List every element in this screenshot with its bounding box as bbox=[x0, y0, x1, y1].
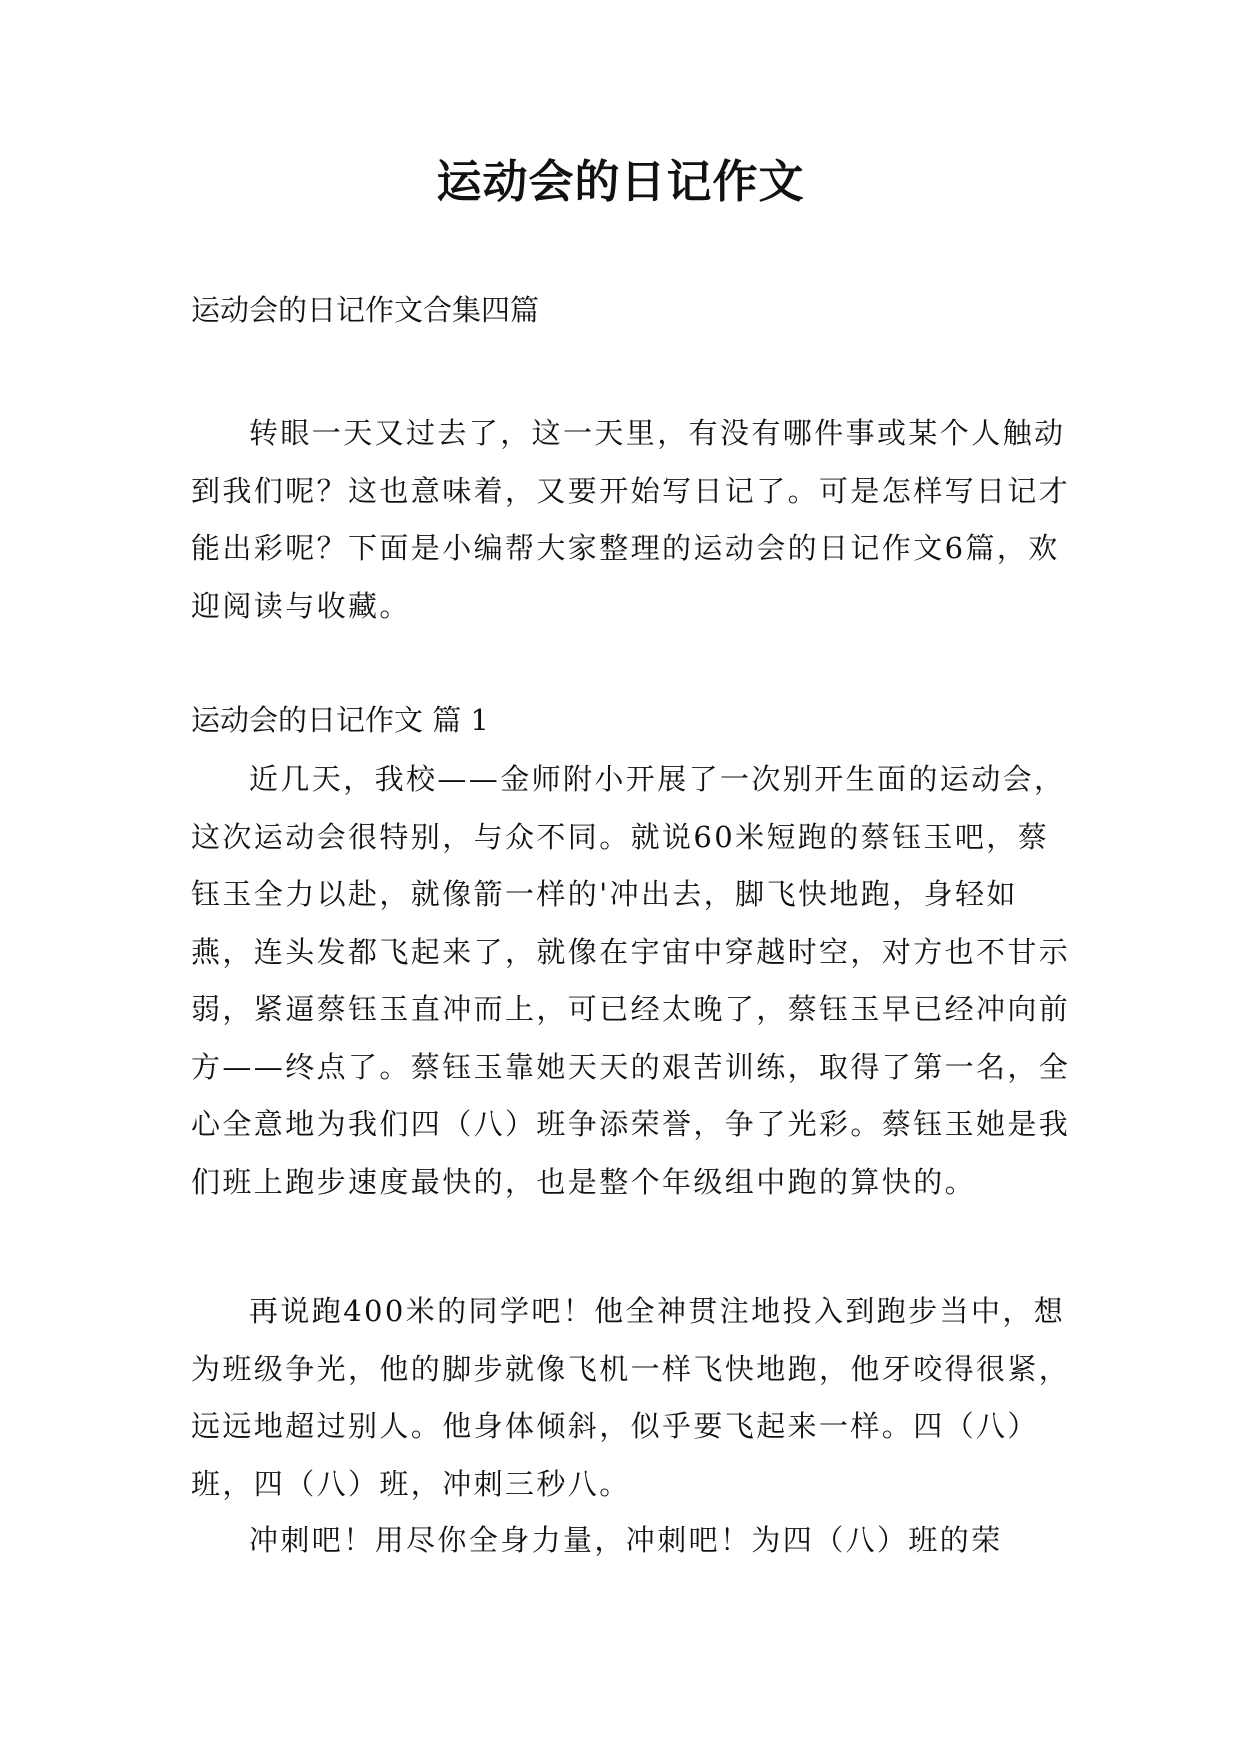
document-subtitle: 运动会的日记作文合集四篇 bbox=[191, 293, 540, 327]
section-heading: 运动会的日记作文 篇 1 bbox=[191, 703, 489, 737]
page-title: 运动会的日记作文 bbox=[436, 155, 805, 208]
body-paragraph: 近几天，我校——金师附小开展了一次别开生面的运动会，这次运动会很特别，与众不同。就说60米短跑的蔡钰玉吧，蔡钰玉全力以赴，就像箭一样的'冲出去，脚飞快地跑，身轻如燕，连头发都飞起来了，就像在宇宙中穿越时空，对方也不甘示弱，紧逼蔡钰玉直冲而上，可已经太晚了，蔡钰玉早已经冲向前方——终点了。蔡钰玉靠她天天的艰苦训练，取得了第一名，全心全意地为我们四（八）班争添荣誉，争了光彩。蔡钰玉她是我们班上跑步速度最快的，也是整个年级组中跑的算快的。 bbox=[191, 762, 1071, 1199]
body-paragraph: 冲刺吧！用尽你全身力量，冲刺吧！为四（八）班的荣 bbox=[249, 1523, 1003, 1557]
intro-paragraph: 转眼一天又过去了，这一天里，有没有哪件事或某个人触动到我们呢？这也意味着，又要开始写日记了。可是怎样写日记才能出彩呢？下面是小编帮大家整理的运动会的日记作文6篇，欢迎阅读与收藏。 bbox=[191, 416, 1071, 623]
body-paragraph: 再说跑400米的同学吧！他全神贯注地投入到跑步当中，想为班级争光，他的脚步就像飞机一样飞快地跑，他牙咬得很紧，远远地超过别人。他身体倾斜，似乎要飞起来一样。四（八）班，四（八）班，冲刺三秒八。 bbox=[191, 1294, 1071, 1501]
